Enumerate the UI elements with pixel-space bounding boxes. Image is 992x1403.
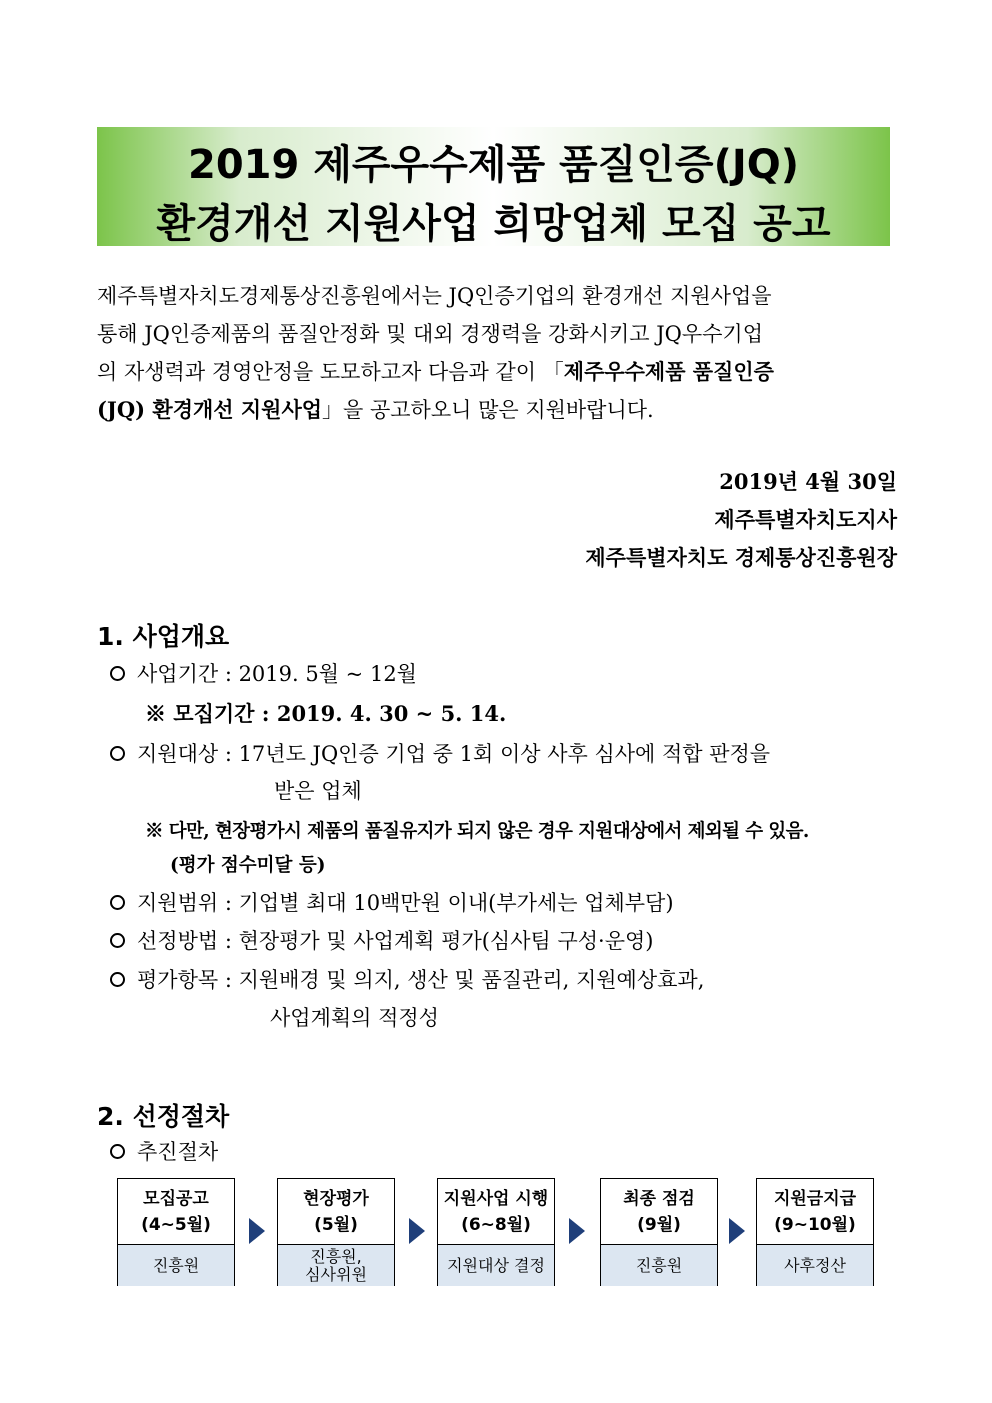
bullet-target: 지원대상 : 17년도 JQ인증 기업 중 1회 이상 사후 심사에 적합 판정을 bbox=[110, 738, 770, 768]
circle-bullet-icon bbox=[110, 895, 125, 910]
issuer-governor: 제주특별자치도지사 bbox=[714, 507, 897, 532]
flow-step-recruit: 모집공고 (4~5월) 진흥원 bbox=[117, 1178, 235, 1286]
circle-bullet-icon bbox=[110, 666, 125, 681]
flow-step-final-check: 최종 점검 (9월) 진흥원 bbox=[600, 1178, 718, 1286]
eval-continued: 사업계획의 적정성 bbox=[270, 1006, 439, 1030]
exclusion-note: ※ 다만, 현장평가시 제품의 품질유지가 되지 않은 경우 지원대상에서 제외될 수 있음. bbox=[145, 821, 809, 842]
intro-line1: 제주특별자치도경제통상진흥원에서는 JQ인증기업의 환경개선 지원사업을 bbox=[97, 284, 772, 308]
arrow-right-icon bbox=[569, 1218, 585, 1244]
announcement-date: 2019년 4월 30일 bbox=[719, 469, 897, 494]
circle-bullet-icon bbox=[110, 1144, 125, 1159]
page-title-line1: 2019 제주우수제품 품질인증(JQ) bbox=[187, 142, 800, 188]
flow-step-payment: 지원금지급 (9~10월) 사후정산 bbox=[756, 1178, 874, 1286]
intro-line2: 통해 JQ인증제품의 품질안정화 및 대외 경쟁력을 강화시키고 JQ우수기업 bbox=[97, 322, 764, 346]
section1-heading: 1. 사업개요 bbox=[97, 622, 230, 651]
exclusion-note-detail: (평가 점수미달 등) bbox=[170, 855, 326, 876]
flow-step-field-eval: 현장평가 (5월) 진흥원, 심사위원 bbox=[277, 1178, 395, 1286]
circle-bullet-icon bbox=[110, 933, 125, 948]
recruit-period: ※ 모집기간 : 2019. 4. 30 ~ 5. 14. bbox=[145, 701, 507, 726]
section2-heading: 2. 선정절차 bbox=[97, 1102, 230, 1131]
arrow-right-icon bbox=[249, 1218, 265, 1244]
circle-bullet-icon bbox=[110, 972, 125, 987]
arrow-right-icon bbox=[729, 1218, 745, 1244]
target-continued: 받은 업체 bbox=[274, 779, 362, 803]
intro-line3: 의 자생력과 경영안정을 도모하고자 다음과 같이 「제주우수제품 품질인증 bbox=[97, 359, 774, 384]
intro-line4: (JQ) 환경개선 지원사업」을 공고하오니 많은 지원바랍니다. bbox=[97, 397, 654, 422]
bullet-eval: 평가항목 : 지원배경 및 의지, 생산 및 품질관리, 지원예상효과, bbox=[110, 964, 704, 994]
page-title-line2: 환경개선 지원사업 희망업체 모집 공고 bbox=[156, 201, 831, 247]
circle-bullet-icon bbox=[110, 746, 125, 761]
arrow-right-icon bbox=[409, 1218, 425, 1244]
bullet-procedure: 추진절차 bbox=[110, 1136, 218, 1166]
bullet-method: 선정방법 : 현장평가 및 사업계획 평가(심사팀 구성·운영) bbox=[110, 925, 653, 955]
bullet-period: 사업기간 : 2019. 5월 ~ 12월 bbox=[110, 658, 417, 688]
bullet-scope: 지원범위 : 기업별 최대 10백만원 이내(부가세는 업체부담) bbox=[110, 887, 674, 917]
issuer-agency: 제주특별자치도 경제통상진흥원장 bbox=[585, 545, 897, 570]
flow-step-execution: 지원사업 시행 (6~8월) 지원대상 결정 bbox=[437, 1178, 555, 1286]
